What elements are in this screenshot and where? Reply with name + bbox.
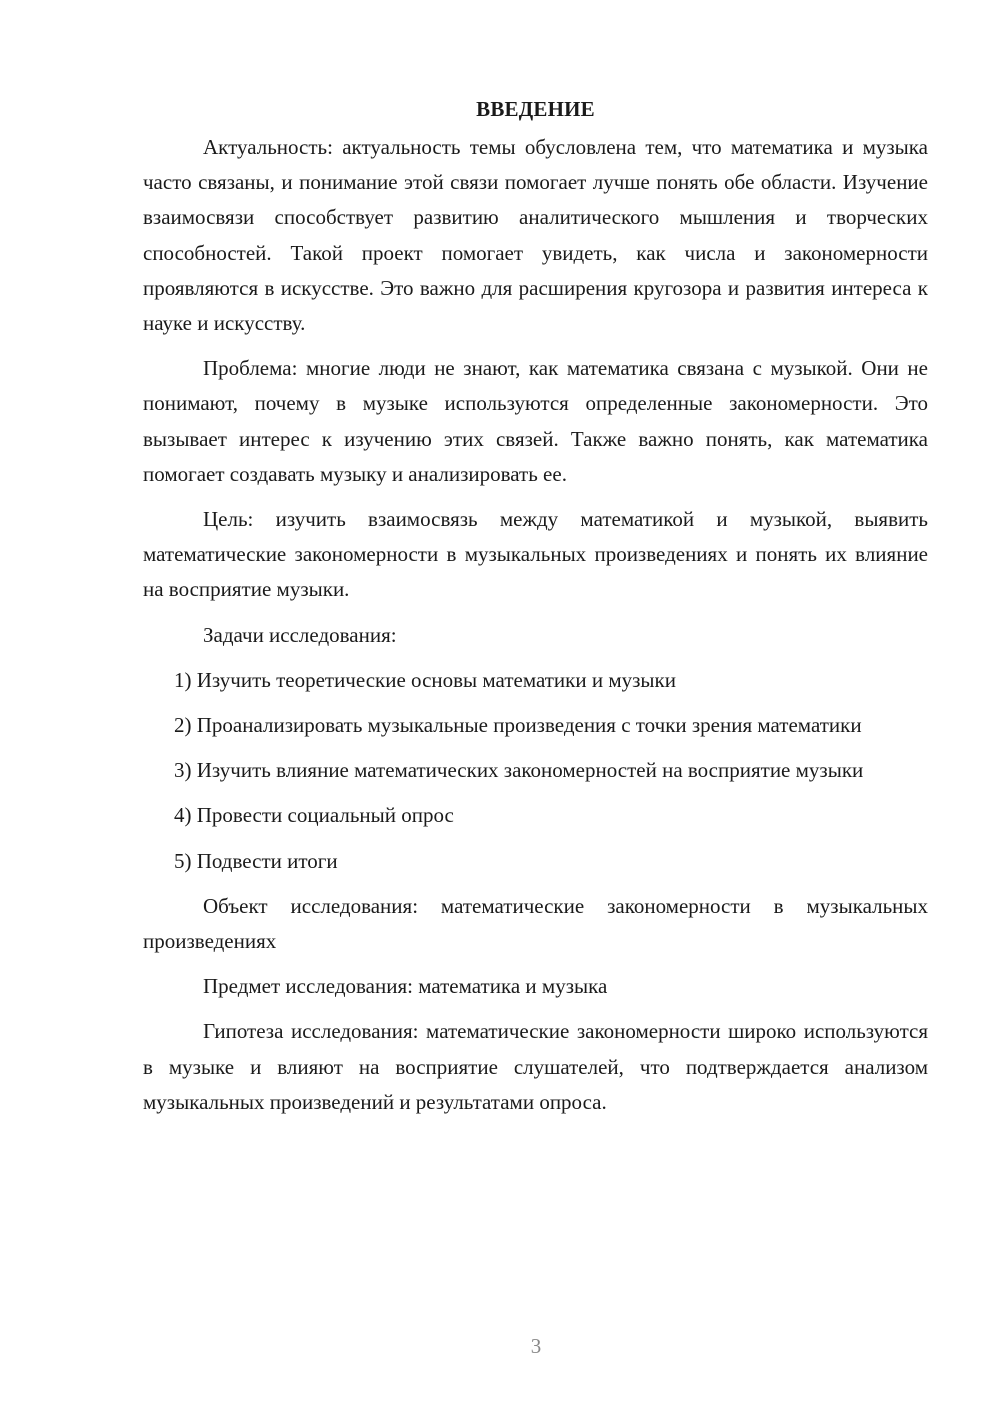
paragraph-object: Объект исследования: математические закономерности в музыкальных произведениях (143, 893, 928, 954)
section-title: ВВЕДЕНИЕ (476, 97, 595, 121)
paragraph-relevance: Актуальность: актуальность темы обусловлена тем, что математика и музыка часто связаны, и понимание этой связи помогает лучше понять обе области. Изучение взаимосвязи способствует развитию аналитического мышления и творческих способностей. Такой проект помогает увидеть, как числа и закономерности проявляются в искусстве. Это важно для расширения кругозора и развития интереса к науке и искусству. (143, 135, 928, 336)
task-item-1: 1) Изучить теоретические основы математики и музыки (174, 667, 676, 692)
task-item-3: 3) Изучить влияние математических закономерностей на восприятие музыки (174, 758, 864, 783)
page-content (143, 94, 928, 1130)
page-number: 3 (530, 1334, 542, 1358)
tasks-heading: Задачи исследования: (203, 622, 397, 647)
paragraph-hypothesis: Гипотеза исследования: математические закономерности широко используются в музыке и влияют на восприятие слушателей, что подтверждается анализом музыкальных произведений и результатами опроса. (143, 1019, 928, 1114)
paragraph-problem: Проблема: многие люди не знают, как математика связана с музыкой. Они не понимают, почему в музыке используются определенные закономерности. Это вызывает интерес к изучению этих связей. Также важно понять, как математика помогает создавать музыку и анализировать ее. (143, 356, 928, 486)
task-item-2: 2) Проанализировать музыкальные произведения с точки зрения математики (174, 713, 862, 738)
paragraph-subject: Предмет исследования: математика и музыка (203, 974, 608, 999)
task-item-4: 4) Провести социальный опрос (174, 803, 454, 828)
task-item-5: 5) Подвести итоги (174, 848, 338, 873)
paragraph-goal: Цель: изучить взаимосвязь между математикой и музыкой, выявить математические закономерности в музыкальных произведениях и понять их влияние на восприятие музыки. (143, 507, 928, 602)
